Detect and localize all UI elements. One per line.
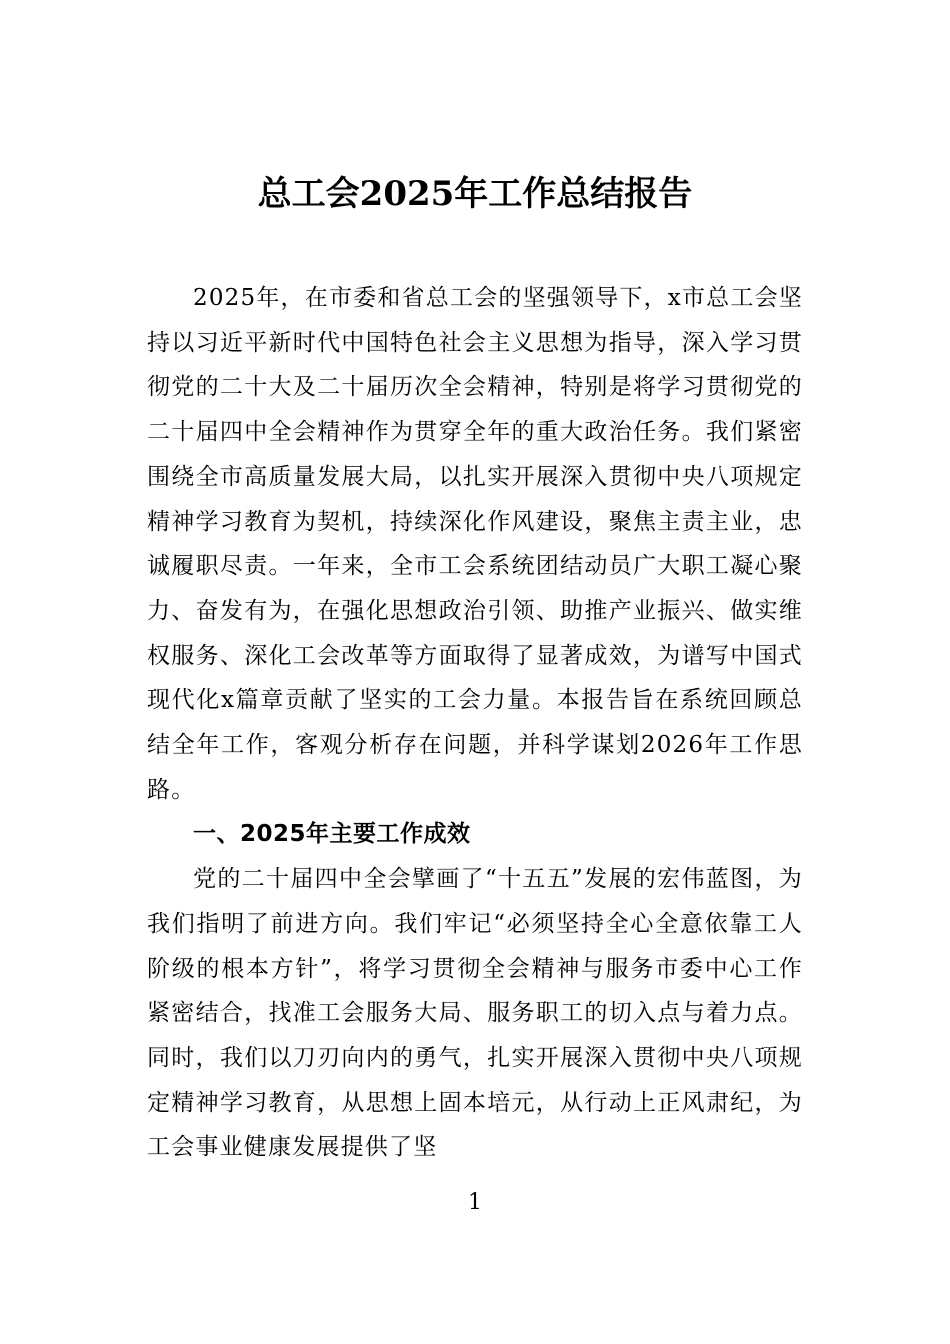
section-paragraph: 党的二十届四中全会擘画了“十五五”发展的宏伟蓝图，为我们指明了前进方向。我们牢记“必须坚持全心全意依靠工人阶级的根本方针”，将学习贯彻全会精神与服务市委中心工作紧密结合，找准工会服务大局、服务职工的切入点与着力点。同时，我们以刀刃向内的勇气，扎实开展深入贯彻中央八项规定精神学习教育，从思想上固本培元，从行动上正风肃纪，为工会事业健康发展提供了坚 (147, 866, 803, 1161)
intro-paragraph: 2025年，在市委和省总工会的坚强领导下，x市总工会坚持以习近平新时代中国特色社会主义思想为指导，深入学习贯彻党的二十大及二十届历次全会精神，特别是将学习贯彻党的二十届四中全会精神作为贯穿全年的重大政治任务。我们紧密围绕全市高质量发展大局，以扎实开展深入贯彻中央八项规定精神学习教育为契机，持续深化作风建设，聚焦主责主业，忠诚履职尽责。一年来，全市工会系统团结动员广大职工凝心聚力、奋发有为，在强化思想政治引领、助推产业振兴、做实维权服务、深化工会改革等方面取得了显著成效，为谱写中国式现代化x篇章贡献了坚实的工会力量。本报告旨在系统回顾总结全年工作，客观分析存在问题，并科学谋划2026年工作思路。 (147, 285, 803, 803)
section-heading: 一、2025年主要工作成效 (193, 821, 471, 848)
document-title: 总工会2025年工作总结报告 (257, 174, 693, 214)
page-number: 1 (468, 1190, 482, 1215)
document-body (147, 276, 803, 1170)
